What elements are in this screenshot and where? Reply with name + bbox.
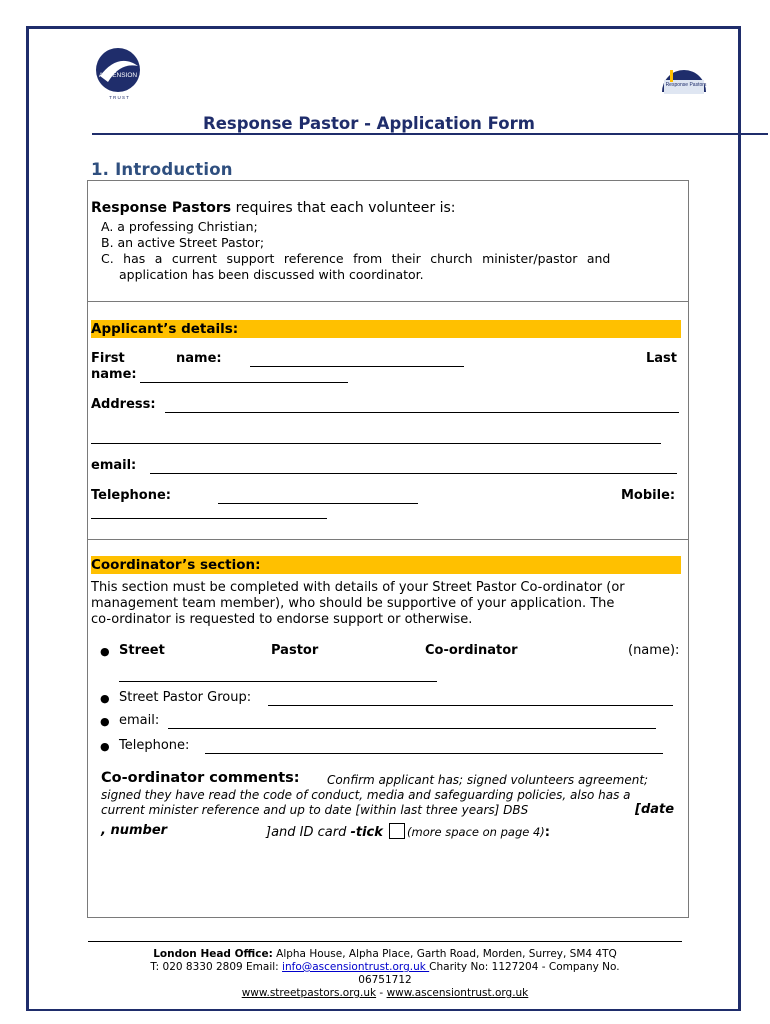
coord-telephone-label: Telephone: [119,738,190,753]
email-label: email: [91,458,137,473]
email-input[interactable] [150,473,677,474]
comments-label: Co-ordinator comments: [101,770,300,786]
date-label: [date [635,802,675,817]
ascension-trust-logo [90,46,148,102]
address-input-1[interactable] [165,412,679,413]
mobile-input[interactable] [91,518,327,519]
last-name-label: name: [91,367,137,382]
intro-item-c: C. has a current support reference from their church minister/pastor and [101,251,611,266]
id-card-line [266,823,550,840]
intro-item-a: A. a professing Christian; [101,219,258,234]
comments-line-2: signed they have read the code of conduct, media and safeguarding policies, also has a [101,788,631,802]
form-title: Response Pastor - Application Form [203,114,535,133]
footer-contact [100,961,670,973]
address-input-2[interactable] [91,443,661,444]
coordinator-divider [87,539,689,540]
bullet-icon: ● [100,692,110,705]
id-card-label: ]and ID card [266,825,351,840]
mobile-label: Mobile: [621,488,676,503]
svg-text:T R U S T: T R U S T [109,95,129,100]
coord-name-pastor: Pastor [271,643,319,658]
coordinator-para-1: This section must be completed with details of your Street Pastor Co-ordinator (or [91,580,625,595]
footer-rule [88,941,682,942]
footer-email-link[interactable]: info@ascensiontrust.org.uk [282,961,430,973]
footer-charity: Charity No: 1127204 - Company No. [429,961,620,973]
intro-item-c-cont: application has been discussed with coordinator. [119,267,424,282]
coordinator-heading: Coordinator’s section: [91,556,681,574]
footer-tel-email: T: 020 8330 2809 Email: [150,961,283,973]
footer-websites [100,987,670,999]
comments-colon: : [544,825,550,840]
last-name-input[interactable] [140,382,348,383]
first-name-input[interactable] [250,366,464,367]
footer-site-sep: - [376,987,387,999]
telephone-input[interactable] [218,503,418,504]
comments-area[interactable] [100,846,678,912]
coordinator-para-3: co-ordinator is requested to endorse support or otherwise. [91,612,473,627]
response-pastors-logo [660,62,708,98]
more-space-note: (more space on page 4) [407,825,545,839]
number-label: , number [101,823,168,838]
sp-group-input[interactable] [268,705,673,706]
tick-label: -tick [350,825,383,840]
streetpastors-link[interactable]: www.streetpastors.org.uk [241,987,377,999]
svg-text:ASCENSION: ASCENSION [98,72,138,79]
coord-name-coordinator: Co-ordinator [425,643,518,658]
telephone-label: Telephone: [91,488,171,503]
sp-group-label: Street Pastor Group: [119,690,252,705]
intro-lead-bold: Response Pastors [91,200,232,216]
footer-office [100,948,670,960]
coord-email-input[interactable] [168,728,656,729]
footer-office-address: Alpha House, Alpha Place, Garth Road, Morden, Surrey, SM4 4TQ [272,948,617,960]
bullet-icon: ● [100,740,110,753]
intro-heading: 1. Introduction [91,160,233,179]
applicant-heading: Applicant’s details: [91,320,681,338]
coordinator-name-input[interactable] [119,681,437,682]
first-name-label-b: name: [176,351,222,366]
coord-email-label: email: [119,713,160,728]
footer-company-no: 06751712 [358,974,412,986]
first-name-label: First [91,351,125,366]
address-label: Address: [91,397,156,412]
svg-text:Response Pastors: Response Pastors [665,82,707,88]
comments-line-1: Confirm applicant has; signed volunteers agreement; [327,773,649,787]
last-label: Last [646,351,678,366]
coord-name-street: Street [119,643,165,658]
bullet-icon: ● [100,715,110,728]
coordinator-para-2: management team member), who should be supportive of your application. The [91,596,615,611]
intro-divider [87,301,689,302]
intro-lead [91,200,456,216]
title-rule [92,133,768,135]
id-card-checkbox[interactable] [389,823,405,839]
coord-name-suffix: (name): [628,643,680,658]
coord-telephone-input[interactable] [205,753,663,754]
comments-line-3: current minister reference and up to date [within last three years] DBS [101,803,529,817]
intro-item-b: B. an active Street Pastor; [101,235,265,250]
footer-office-label: London Head Office: [153,948,273,960]
bullet-icon: ● [100,645,110,658]
ascensiontrust-link[interactable]: www.ascensiontrust.org.uk [386,987,529,999]
intro-lead-rest: requires that each volunteer is: [231,200,456,216]
